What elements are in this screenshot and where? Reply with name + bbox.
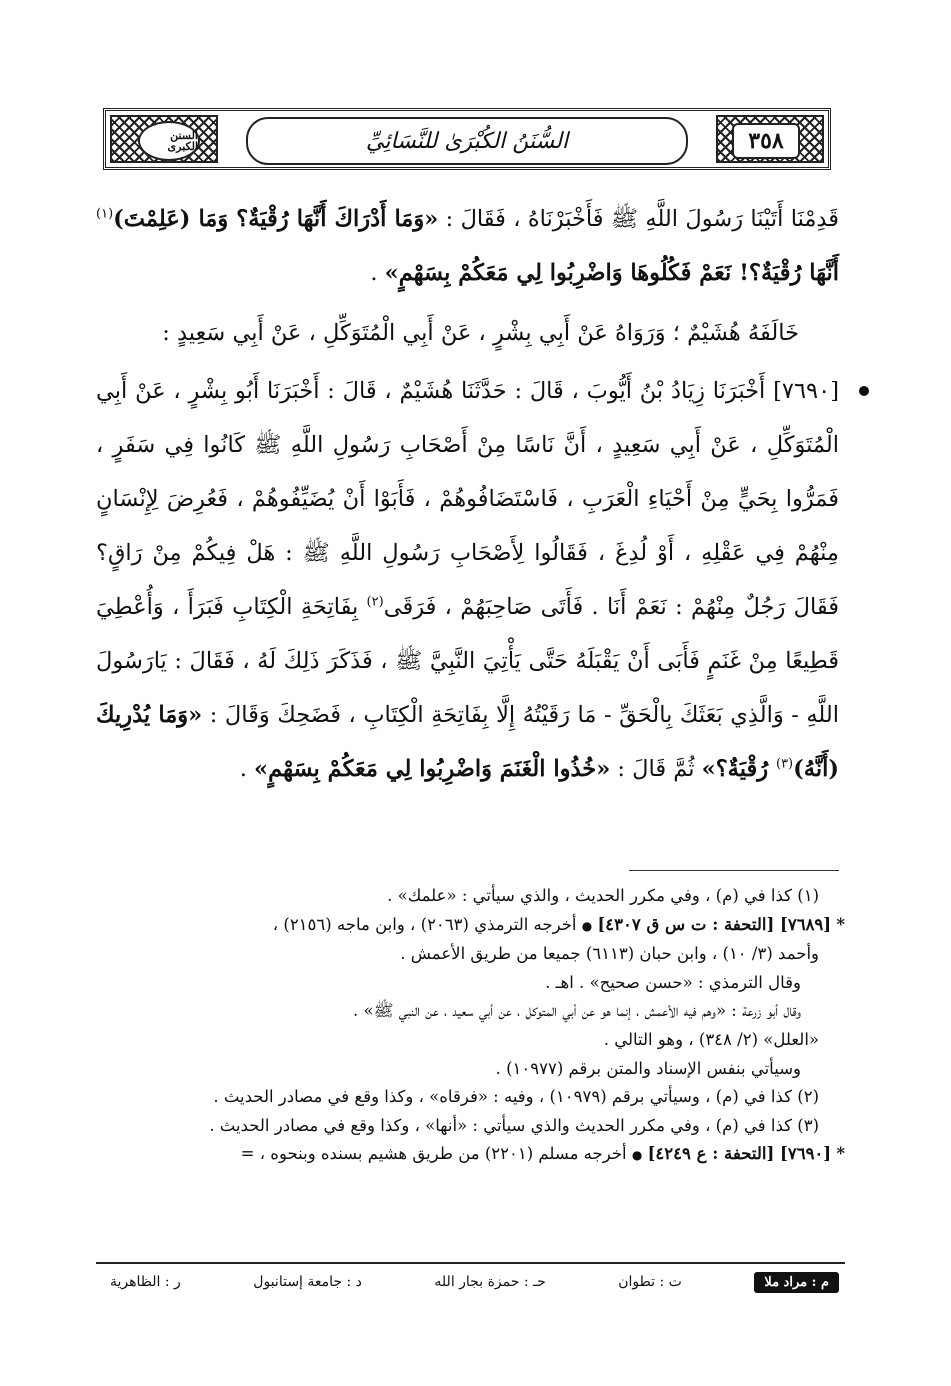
prophetic-quote-continued: أَنَّهَا رُقْيَةٌ؟! نَعَمْ فَكُلُوهَا وَاضْرِبُوا لِي مَعَكُمْ بِسَهْمٍ» <box>384 260 839 286</box>
star-icon: * <box>836 914 845 934</box>
tuhfa-ref-7689: [٧٦٨٩] [التحفة : ت س ق ٤٣٠٧] <box>597 914 832 934</box>
book-logo-medallion <box>138 121 200 161</box>
legend-item-h: حـ : حمزة بجار الله <box>434 1274 546 1290</box>
footnotes <box>96 882 845 1170</box>
footnote-ref-2: (٢) <box>366 594 384 610</box>
takhrij-line: «العلل» (٢/ ٣٤٨) ، وهو التالي . <box>603 1029 819 1049</box>
ikhbar-word: أَخْبَرَنَا <box>704 378 774 404</box>
prophetic-quote: «وَمَا أَدْرَاكَ أَنَّهَا رُقْيَةٌ؟ وَمَا (عَلِمْتَ) <box>113 206 439 232</box>
tuhfa-ref-7690: [٧٦٩٠] [التحفة : ع ٤٢٤٩] <box>647 1144 832 1164</box>
hadith-text: زِيَادُ بْنُ أَيُّوبَ ، قَالَ : حَدَّثَنَا هُشَيْمٌ ، قَالَ : أَخْبَرَنَا أَبُو بِشْرٍ ، عَنْ أَبِي الْمُتَوَكِّلِ ، عَنْ أَبِي سَعِيدٍ ، أَنَّ نَاسًا مِنْ أَصْحَابِ رَسُولِ اللَّهِ ﷺ كَانُوا فِي سَفَرٍ ، فَمَرُّوا بِحَيٍّ مِنْ أَحْيَاءِ الْعَرَبِ ، فَاسْتَضَافُوهُمْ ، فَأَبَوْا أَنْ يُضَيِّفُوهُمْ ، فَعُرِضَ لِإِنْسَانٍ مِنْهُمْ فِي عَقْلِهِ ، أَوْ لُدِغَ ، فَقَالُوا لِأَصْحَابِ رَسُولِ اللَّهِ ﷺ : هَلْ فِيكُمْ مِنْ رَاقٍ؟ فَقَالَ رَجُلٌ مِنْهُمْ : نَعَمْ أَنَا . فَأَتَى صَاحِبَهُمْ ، فَرَقَى <box>96 378 839 620</box>
hadith-number: [٧٦٩٠] <box>773 378 839 404</box>
header-ornament-right <box>716 115 824 163</box>
takhrij-text: أخرجه الترمذي (٢٠٦٣) ، وابن ماجه (٢١٥٦) ، <box>272 914 577 934</box>
star-icon: * <box>836 1144 845 1164</box>
footnote-3: (٣) كذا في (م) ، وفي مكرر الحديث والذي سيأتي : «أنها» ، وكذا وقع في مصادر الحديث . <box>209 1115 819 1135</box>
chain-note: خَالَفَهُ هُشَيْمٌ ؛ وَرَوَاهُ عَنْ أَبِي بِشْرٍ ، عَنْ أَبِي الْمُتَوَكِّلِ ، عَنْ أَبِي سَعِيدٍ : <box>162 320 799 346</box>
dot-icon: ● <box>581 918 593 933</box>
legend-item-t: ت : تطوان <box>618 1274 682 1290</box>
hadith-text-continued: بِفَاتِحَةِ الْكِتَابِ فَبَرَأَ ، وَأُعْطِيَ قَطِيعًا مِنْ غَنَمٍ فَأَبَى أَنْ يَقْبَلَهُ حَتَّى يَأْتِيَ النَّبِيَّ ﷺ ، فَذَكَرَ ذَلِكَ لَهُ ، فَقَالَ : يَارَسُولَ اللَّهِ - وَالَّذِي بَعَثَكَ بِالْحَقِّ - مَا رَقَيْتُهُ إِلَّا بِفَاتِحَةِ الْكِتَابِ ، فَضَحِكَ وَقَالَ : <box>96 594 839 728</box>
prophetic-quote: رُقْيَةٌ؟» <box>701 756 776 782</box>
takhrij-7690 <box>96 1140 845 1170</box>
takhrij-7689 <box>96 911 845 941</box>
footnote-ref-1: (١) <box>96 206 114 222</box>
footnote-2: (٢) كذا في (م) ، وسيأتي برقم (١٠٩٧٩) ، وفيه : «فرقاه» ، وكذا وقع في مصادر الحديث . <box>213 1087 819 1107</box>
main-text <box>96 192 839 796</box>
takhrij-text: أخرجه مسلم (٢٢٠١) من طريق هشيم بسنده وبنحوه ، = <box>240 1144 627 1164</box>
prophetic-quote: «خُذُوا الْغَنَمَ وَاضْرِبُوا لِي مَعَكُمْ بِسَهْمٍ» <box>254 756 611 782</box>
page-number: ٣٥٨ <box>732 123 800 159</box>
legend-item-d: د : جامعة إستانبول <box>253 1274 362 1290</box>
takhrij-line: وسيأتي بنفس الإسناد والمتن برقم (١٠٩٧٧) . <box>495 1058 801 1078</box>
page-header <box>103 108 831 170</box>
legend-item-r: ر : الظاهرية <box>110 1274 181 1290</box>
prophetic-quote: «وَمَا يُدْرِيكَ (أَنَّهُ) <box>96 702 839 782</box>
header-ornament-left <box>110 115 218 163</box>
hadith-end: . <box>239 756 255 782</box>
manuscript-legend <box>110 1268 839 1296</box>
legend-badge-m: م : مراد ملا <box>754 1272 839 1293</box>
running-title <box>246 117 688 165</box>
footnote-divider <box>629 870 839 871</box>
takhrij-line: وقال الترمذي : «حسن صحيح» . اهـ . <box>545 972 801 992</box>
book-logo-text: السنن الكبرى <box>167 129 198 153</box>
footnote-1: (١) كذا في (م) ، وفي مكرر الحديث ، والذي سيأتي : «علمك» . <box>387 886 819 905</box>
para1-text: قَدِمْنَا أَتَيْنَا رَسُولَ اللَّهِ ﷺ فَأَخْبَرْنَاهُ ، فَقَالَ : <box>438 206 839 232</box>
takhrij-line: وقال أبو زرعة : «وهم فيه الأعمش ، إنما هو عن أبي المتوكل ، عن أبي سعيد ، عن النبي ﷺ» . <box>352 1001 801 1021</box>
bullet-icon <box>859 386 869 396</box>
book-title: السُّنَنُ الكُبْرَىٰ للنَّسَائِيِّ <box>365 128 569 154</box>
hadith-text-continued: ثُمَّ قَالَ : <box>610 756 702 782</box>
dot-icon: ● <box>631 1148 643 1163</box>
footnote-ref-3: (٣) <box>775 756 794 772</box>
para1-end: . <box>370 260 385 286</box>
takhrij-line: وأحمد (٣/ ١٠) ، وابن حبان (٦١١٣) جميعا من طريق الأعمش . <box>400 944 819 964</box>
paragraph-continued <box>96 192 839 300</box>
legend-rule <box>96 1262 845 1264</box>
hadith-7690 <box>96 364 839 796</box>
